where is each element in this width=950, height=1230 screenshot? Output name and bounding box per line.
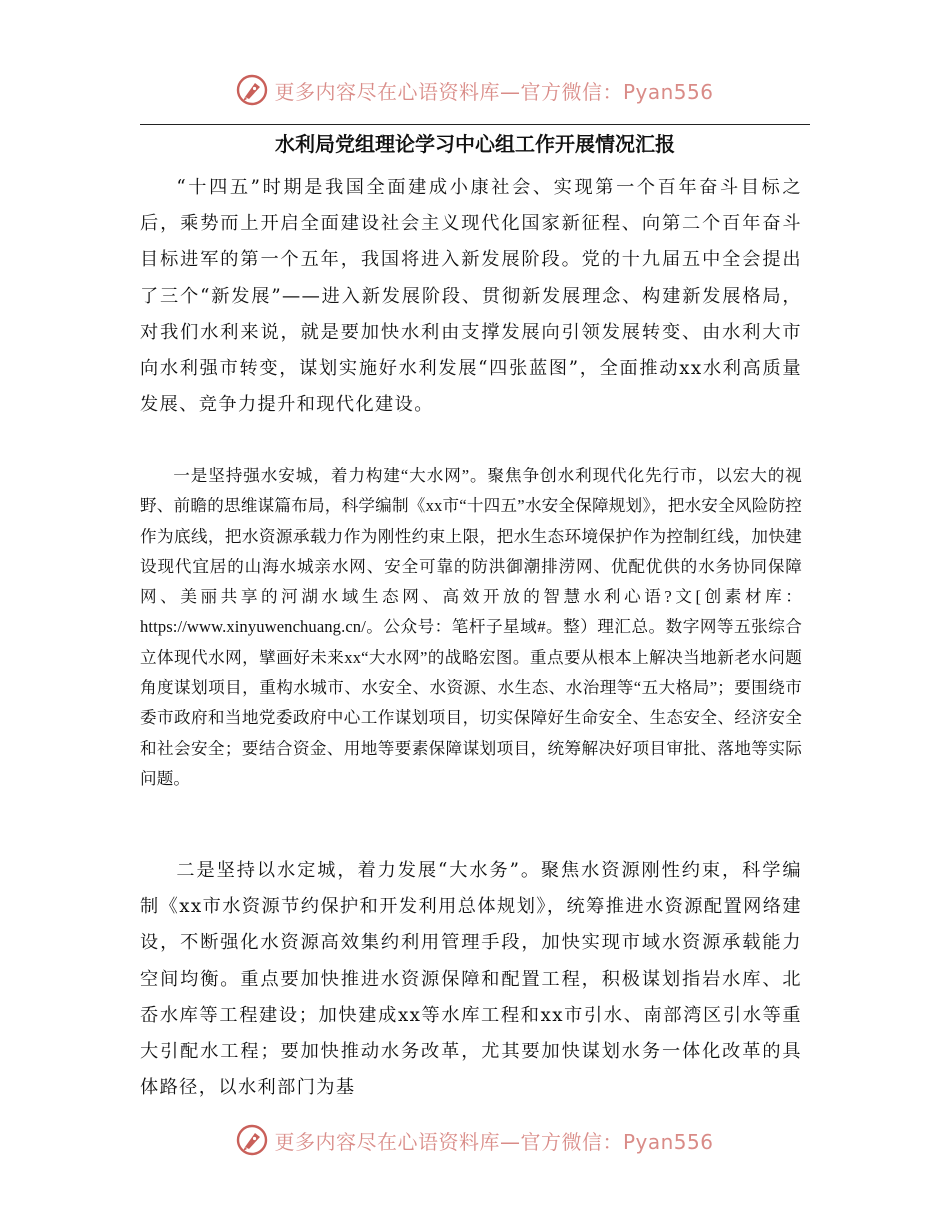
paragraph-water-network: 一是坚持强水安城，着力构建“大水网”。聚焦争创水利现代化先行市，以宏大的视野、前瞻的思维谋篇布局，科学编制《xx市“十四五”水安全保障规划》，把水安全风险防控作为底线，把水资源承载力作为刚性约束上限，把水生态环境保护作为控制红线，加快建设现代宜居的山海水城亲水网、安全可靠的防洪御潮排涝网、优配优供的水务协同保障网、美丽共享的河湖水域生态网、高效开放的智慧水利心语?文[创素材库：https://www.xinyuwenchuang.cn/。公众号：笔杆子星域#。整）理汇总。数字网等五张综合立体现代水网，擘画好未来xx“大水网”的战略宏图。重点要从根本上解决当地新老水问题角度谋划项目，重构水城市、水安全、水资源、水生态、水治理等“五大格局”；要围绕市委市政府和当地党委政府中心工作谋划项目，切实保障好生命安全、生态安全、经济安全和社会安全；要结合资金、用地等要素保障谋划项目，统筹解决好项目审批、落地等实际问题。	[140, 466, 802, 788]
title-rule	[140, 124, 810, 125]
footer-banner-text: 更多内容尽在心语资料库—官方微信：Pyan556	[274, 1129, 714, 1154]
paragraph-intro: “十四五”时期是我国全面建成小康社会、实现第一个百年奋斗目标之后，乘势而上开启全面建设社会主义现代化国家新征程、向第二个百年奋斗目标进军的第一个五年，我国将进入新发展阶段。党的十九届五中全会提出了三个“新发展”——进入新发展阶段、贯彻新发展理念、构建新发展格局，对我们水利来说，就是要加快水利由支撑发展向引领发展转变、由水利大市向水利强市转变，谋划实施好水利发展“四张蓝图”，全面推动xx水利高质量发展、竞争力提升和现代化建设。	[140, 177, 802, 416]
header-banner	[0, 70, 950, 110]
footer-banner	[0, 1120, 950, 1160]
pen-nib-logo-icon	[236, 74, 268, 106]
header-banner-text: 更多内容尽在心语资料库—官方微信：Pyan556	[274, 79, 714, 104]
paragraph-water-affairs: 二是坚持以水定城，着力发展“大水务”。聚焦水资源刚性约束，科学编制《xx市水资源节约保护和开发利用总体规划》，统筹推进水资源配置网络建设，不断强化水资源高效集约利用管理手段，加快实现市域水资源承载能力空间均衡。重点要加快推进水资源保障和配置工程，积极谋划指岩水库、北岙水库等工程建设；加快建成xx等水库工程和xx市引水、南部湾区引水等重大引配水工程；要加快推动水务改革，尤其要加快谋划水务一体化改革的具体路径，以水利部门为基	[140, 860, 802, 1099]
pen-nib-logo-icon	[236, 1124, 268, 1156]
document-title: 水利局党组理论学习中心组工作开展情况汇报	[275, 132, 675, 156]
